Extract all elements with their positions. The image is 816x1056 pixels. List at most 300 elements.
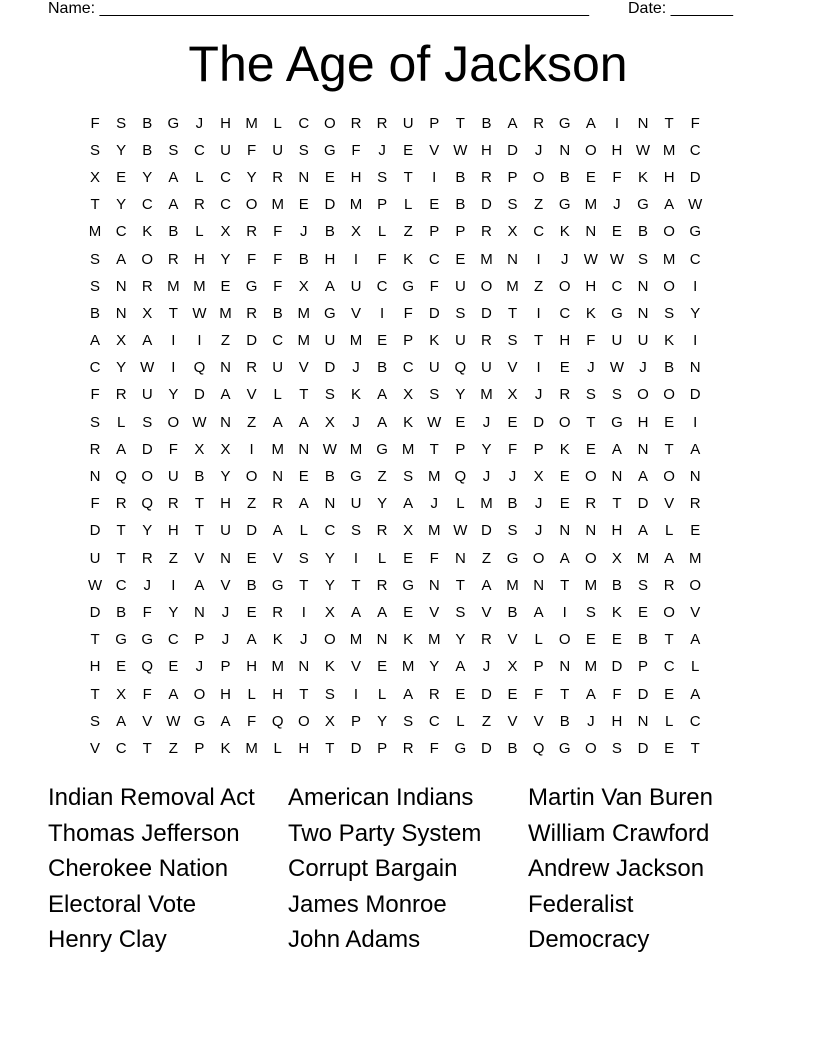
grid-letter: E — [638, 603, 649, 621]
grid-row — [82, 192, 708, 219]
grid-letter: I — [432, 168, 437, 186]
grid-letter: E — [455, 413, 466, 431]
grid-letter: F — [90, 114, 100, 132]
grid-letter: O — [297, 712, 310, 730]
grid-letter: A — [690, 440, 701, 458]
grid-letter: S — [585, 386, 596, 404]
grid-letter: T — [90, 196, 100, 214]
grid-letter: A — [168, 685, 179, 703]
grid-letter: A — [90, 332, 101, 350]
grid-letter: L — [691, 658, 700, 676]
grid-letter: A — [664, 549, 675, 567]
grid-letter: J — [534, 495, 543, 513]
grid-letter: R — [89, 440, 101, 458]
grid-letter: O — [324, 631, 336, 649]
grid-letter: C — [194, 141, 205, 159]
grid-letter: Z — [377, 468, 387, 486]
grid-letter: C — [376, 277, 388, 295]
grid-letter: O — [584, 141, 597, 159]
grid-letter: L — [404, 196, 413, 214]
grid-letter: S — [298, 141, 309, 159]
grid-letter: A — [377, 413, 388, 431]
grid-letter: O — [558, 631, 571, 649]
grid-letter: U — [611, 332, 623, 350]
grid-letter: H — [220, 685, 231, 703]
grid-letter: R — [376, 576, 388, 594]
grid-letter: V — [507, 631, 518, 649]
grid-letter: F — [247, 141, 257, 159]
grid-letter: G — [558, 196, 571, 214]
grid-letter: W — [635, 141, 651, 159]
grid-letter: R — [585, 495, 597, 513]
grid-letter: X — [403, 522, 414, 540]
grid-letter: H — [663, 168, 675, 186]
grid-letter: M — [480, 495, 493, 513]
grid-letter: H — [637, 413, 649, 431]
grid-letter: C — [272, 332, 284, 350]
grid-letter: L — [534, 631, 543, 649]
grid-letter: W — [688, 196, 703, 214]
grid-letter: B — [324, 468, 335, 486]
name-field-label: Name: _______________________________________________________ — [48, 0, 589, 17]
grid-letter: F — [612, 168, 622, 186]
grid-letter: O — [663, 468, 675, 486]
grid-row — [82, 436, 708, 463]
grid-letter: G — [611, 304, 623, 322]
grid-letter: V — [220, 576, 231, 594]
grid-letter: O — [689, 576, 702, 594]
grid-letter: J — [300, 631, 308, 649]
grid-letter: X — [507, 658, 518, 676]
grid-letter: D — [246, 522, 258, 540]
grid-letter: Y — [168, 603, 179, 621]
grid-letter: S — [350, 522, 361, 540]
grid-letter: D — [428, 304, 440, 322]
grid-letter: R — [481, 223, 492, 241]
grid-letter: G — [454, 739, 467, 757]
grid-letter: E — [585, 440, 596, 458]
grid-letter: V — [90, 739, 101, 757]
grid-letter: M — [480, 250, 493, 268]
grid-letter: B — [507, 739, 518, 757]
grid-letter: N — [298, 440, 310, 458]
grid-letter: N — [324, 495, 336, 513]
grid-letter: O — [637, 386, 649, 404]
grid-letter: T — [455, 114, 465, 132]
grid-letter: V — [664, 495, 675, 513]
grid-letter: B — [559, 712, 570, 730]
grid-letter: H — [298, 739, 310, 757]
grid-letter: D — [533, 413, 545, 431]
grid-letter: Z — [247, 413, 257, 431]
grid-letter: J — [221, 631, 230, 649]
grid-letter: G — [245, 277, 258, 295]
grid-letter: J — [613, 196, 621, 214]
grid-letter: P — [194, 739, 205, 757]
grid-letter: A — [585, 685, 596, 703]
grid-letter: I — [562, 603, 567, 621]
grid-letter: I — [693, 277, 698, 295]
grid-row — [82, 409, 708, 436]
grid-letter: D — [507, 141, 518, 159]
grid-letter: V — [246, 386, 257, 404]
grid-letter: B — [377, 359, 388, 377]
grid-letter: N — [428, 576, 440, 594]
grid-letter: K — [664, 332, 675, 350]
grid-letter: O — [532, 549, 545, 567]
grid-row — [82, 246, 708, 273]
grid-letter: D — [481, 196, 492, 214]
grid-letter: E — [611, 631, 622, 649]
grid-letter: R — [350, 114, 362, 132]
grid-letter: C — [559, 304, 571, 322]
grid-letter: G — [115, 631, 127, 649]
grid-letter: W — [583, 250, 598, 268]
grid-letter: M — [349, 440, 363, 458]
grid-letter: D — [689, 168, 701, 186]
grid-letter: S — [90, 712, 101, 730]
grid-letter: F — [429, 739, 439, 757]
grid-letter: C — [663, 658, 675, 676]
grid-letter: M — [349, 196, 363, 214]
grid-letter: M — [584, 196, 598, 214]
grid-letter: R — [115, 495, 127, 513]
grid-letter: A — [481, 576, 492, 594]
grid-letter: N — [585, 223, 597, 241]
grid-letter: A — [507, 114, 518, 132]
grid-letter: L — [273, 739, 282, 757]
grid-letter: Y — [246, 168, 257, 186]
grid-letter: K — [403, 413, 414, 431]
grid-letter: E — [377, 658, 388, 676]
grid-letter: H — [611, 522, 623, 540]
grid-letter: I — [353, 250, 359, 268]
grid-letter: T — [325, 739, 335, 757]
grid-row — [82, 599, 708, 626]
grid-letter: R — [481, 631, 492, 649]
grid-letter: G — [506, 549, 519, 567]
grid-letter: M — [271, 658, 284, 676]
grid-letter: F — [168, 440, 178, 458]
grid-letter: A — [559, 549, 570, 567]
grid-letter: L — [273, 114, 282, 132]
grid-letter: J — [195, 114, 204, 132]
grid-letter: I — [301, 603, 306, 621]
letter-grid — [82, 110, 708, 763]
grid-letter: P — [220, 658, 231, 676]
grid-letter: N — [637, 440, 649, 458]
grid-letter: M — [688, 549, 702, 567]
grid-letter: Y — [377, 712, 388, 730]
grid-letter: T — [90, 631, 100, 649]
grid-letter: M — [349, 332, 363, 350]
grid-letter: H — [559, 332, 571, 350]
grid-letter: P — [638, 658, 649, 676]
grid-letter: E — [116, 168, 127, 186]
grid-letter: T — [560, 685, 570, 703]
grid-letter: J — [195, 658, 204, 676]
grid-letter: T — [116, 549, 126, 567]
grid-row — [82, 219, 708, 246]
grid-letter: O — [167, 413, 180, 431]
word-list-item: Two Party System — [288, 819, 482, 847]
grid-letter: V — [350, 304, 361, 322]
word-list-item: Democracy — [528, 926, 650, 953]
grid-letter: A — [403, 685, 414, 703]
grid-letter: C — [324, 522, 336, 540]
grid-letter: E — [455, 685, 466, 703]
grid-letter: K — [559, 440, 570, 458]
grid-letter: I — [171, 332, 176, 350]
grid-letter: W — [453, 141, 468, 159]
grid-letter: P — [455, 440, 466, 458]
grid-letter: E — [246, 603, 257, 621]
grid-letter: U — [272, 359, 284, 377]
grid-letter: I — [353, 685, 359, 703]
grid-letter: A — [194, 576, 205, 594]
grid-letter: Z — [481, 549, 492, 567]
grid-letter: H — [220, 114, 231, 132]
grid-letter: P — [429, 223, 440, 241]
grid-letter: E — [690, 522, 701, 540]
grid-letter: V — [481, 603, 492, 621]
grid-letter: H — [246, 658, 258, 676]
grid-letter: F — [351, 141, 361, 159]
grid-letter: I — [536, 250, 541, 268]
grid-letter: N — [298, 168, 310, 186]
grid-letter: O — [141, 468, 154, 486]
grid-letter: U — [481, 359, 492, 377]
grid-letter: A — [377, 603, 388, 621]
grid-letter: N — [220, 413, 231, 431]
grid-letter: B — [481, 114, 492, 132]
grid-letter: R — [246, 304, 258, 322]
grid-letter: Q — [271, 712, 284, 730]
grid-letter: N — [585, 522, 597, 540]
grid-letter: N — [220, 549, 231, 567]
grid-letter: C — [689, 250, 701, 268]
grid-letter: I — [197, 332, 202, 350]
grid-letter: E — [559, 468, 570, 486]
grid-letter: U — [167, 468, 179, 486]
grid-letter: V — [533, 712, 544, 730]
grid-letter: F — [690, 114, 700, 132]
grid-letter: G — [689, 223, 702, 241]
grid-letter: K — [429, 332, 440, 350]
grid-letter: N — [559, 658, 571, 676]
grid-letter: A — [168, 168, 179, 186]
grid-letter: K — [403, 250, 414, 268]
grid-letter: Y — [481, 440, 492, 458]
grid-row — [82, 735, 708, 762]
grid-letter: O — [663, 277, 675, 295]
grid-letter: A — [690, 685, 701, 703]
grid-letter: T — [586, 413, 596, 431]
grid-letter: L — [456, 495, 465, 513]
grid-row — [82, 654, 708, 681]
grid-letter: G — [167, 114, 180, 132]
grid-letter: P — [429, 114, 440, 132]
grid-letter: V — [272, 549, 283, 567]
grid-letter: Y — [455, 631, 466, 649]
grid-letter: N — [611, 468, 623, 486]
grid-row — [82, 572, 708, 599]
grid-letter: T — [351, 576, 361, 594]
grid-letter: N — [272, 468, 284, 486]
grid-letter: R — [194, 196, 205, 214]
grid-letter: G — [402, 277, 414, 295]
grid-letter: U — [220, 522, 231, 540]
grid-letter: S — [142, 413, 153, 431]
grid-letter: O — [584, 549, 597, 567]
grid-letter: R — [272, 495, 284, 513]
grid-letter: A — [377, 386, 388, 404]
grid-letter: B — [611, 576, 622, 594]
grid-letter: B — [507, 603, 518, 621]
grid-letter: V — [690, 603, 701, 621]
grid-letter: X — [611, 549, 622, 567]
grid-letter: H — [585, 277, 597, 295]
grid-letter: Z — [534, 277, 544, 295]
grid-row — [82, 137, 708, 164]
grid-letter: X — [142, 304, 153, 322]
grid-letter: W — [140, 359, 155, 377]
grid-letter: B — [246, 576, 257, 594]
grid-letter: G — [350, 468, 362, 486]
grid-letter: S — [90, 277, 101, 295]
grid-letter: N — [637, 712, 649, 730]
grid-letter: R — [689, 495, 701, 513]
grid-letter: O — [245, 196, 258, 214]
grid-letter: R — [481, 168, 492, 186]
grid-letter: A — [116, 712, 127, 730]
grid-letter: X — [324, 712, 335, 730]
grid-letter: M — [662, 250, 676, 268]
grid-letter: S — [638, 576, 649, 594]
grid-letter: D — [350, 739, 362, 757]
grid-letter: T — [142, 739, 152, 757]
grid-letter: T — [194, 495, 204, 513]
grid-letter: S — [664, 304, 675, 322]
grid-letter: M — [219, 304, 232, 322]
grid-letter: T — [455, 576, 465, 594]
grid-letter: Y — [142, 522, 153, 540]
grid-letter: X — [507, 223, 518, 241]
grid-letter: C — [428, 250, 440, 268]
grid-letter: O — [532, 168, 545, 186]
grid-letter: S — [455, 603, 466, 621]
grid-letter: G — [637, 196, 649, 214]
grid-row — [82, 627, 708, 654]
grid-letter: X — [90, 168, 101, 186]
grid-letter: B — [272, 304, 283, 322]
grid-letter: K — [403, 631, 414, 649]
grid-letter: A — [585, 114, 596, 132]
word-list-item: Indian Removal Act — [48, 784, 255, 811]
grid-row — [82, 463, 708, 490]
grid-letter: U — [350, 277, 362, 295]
grid-letter: S — [638, 250, 649, 268]
grid-letter: Q — [532, 739, 545, 757]
grid-letter: K — [142, 223, 153, 241]
grid-row — [82, 355, 708, 382]
grid-letter: S — [403, 712, 414, 730]
word-list-item: Corrupt Bargain — [288, 855, 458, 882]
grid-letter: O — [141, 250, 154, 268]
grid-letter: A — [455, 658, 466, 676]
grid-letter: S — [611, 386, 622, 404]
grid-letter: H — [89, 658, 101, 676]
grid-letter: D — [324, 196, 336, 214]
grid-letter: S — [403, 468, 414, 486]
grid-letter: E — [246, 549, 257, 567]
grid-letter: W — [453, 522, 468, 540]
grid-letter: M — [167, 277, 180, 295]
grid-letter: G — [558, 739, 571, 757]
grid-letter: Z — [168, 739, 178, 757]
grid-letter: K — [585, 304, 596, 322]
grid-row — [82, 164, 708, 191]
grid-letter: Y — [116, 141, 127, 159]
word-list-item: William Crawford — [528, 819, 710, 847]
grid-letter: C — [298, 114, 310, 132]
grid-letter: A — [638, 468, 649, 486]
grid-row — [82, 491, 708, 518]
grid-letter: P — [533, 658, 544, 676]
grid-letter: B — [455, 168, 466, 186]
grid-letter: J — [430, 495, 439, 513]
grid-row — [82, 382, 708, 409]
grid-letter: C — [89, 359, 101, 377]
grid-letter: E — [116, 658, 127, 676]
grid-letter: I — [693, 413, 698, 431]
grid-letter: J — [482, 468, 491, 486]
grid-letter: J — [534, 141, 543, 159]
grid-letter: M — [271, 440, 284, 458]
grid-letter: L — [664, 522, 674, 540]
grid-letter: N — [559, 141, 571, 159]
grid-letter: X — [324, 603, 335, 621]
grid-letter: E — [324, 168, 335, 186]
grid-letter: D — [141, 440, 153, 458]
grid-letter: Z — [481, 712, 492, 730]
grid-letter: M — [245, 114, 258, 132]
grid-letter: O — [245, 468, 258, 486]
word-list-item: Henry Clay — [48, 926, 167, 953]
grid-letter: N — [298, 658, 310, 676]
grid-letter: P — [533, 440, 544, 458]
grid-letter: N — [689, 468, 701, 486]
grid-letter: U — [454, 332, 466, 350]
grid-row — [82, 328, 708, 355]
grid-letter: H — [611, 712, 623, 730]
grid-letter: P — [377, 196, 388, 214]
grid-letter: E — [298, 196, 309, 214]
grid-letter: E — [559, 359, 570, 377]
grid-letter: J — [482, 658, 491, 676]
grid-letter: B — [324, 223, 335, 241]
grid-letter: Z — [403, 223, 413, 241]
grid-row — [82, 708, 708, 735]
grid-row — [82, 545, 708, 572]
grid-letter: J — [352, 359, 360, 377]
grid-letter: A — [272, 413, 283, 431]
grid-letter: S — [116, 114, 127, 132]
grid-row — [82, 110, 708, 137]
grid-letter: C — [167, 631, 179, 649]
grid-letter: F — [534, 685, 544, 703]
grid-letter: M — [428, 522, 441, 540]
